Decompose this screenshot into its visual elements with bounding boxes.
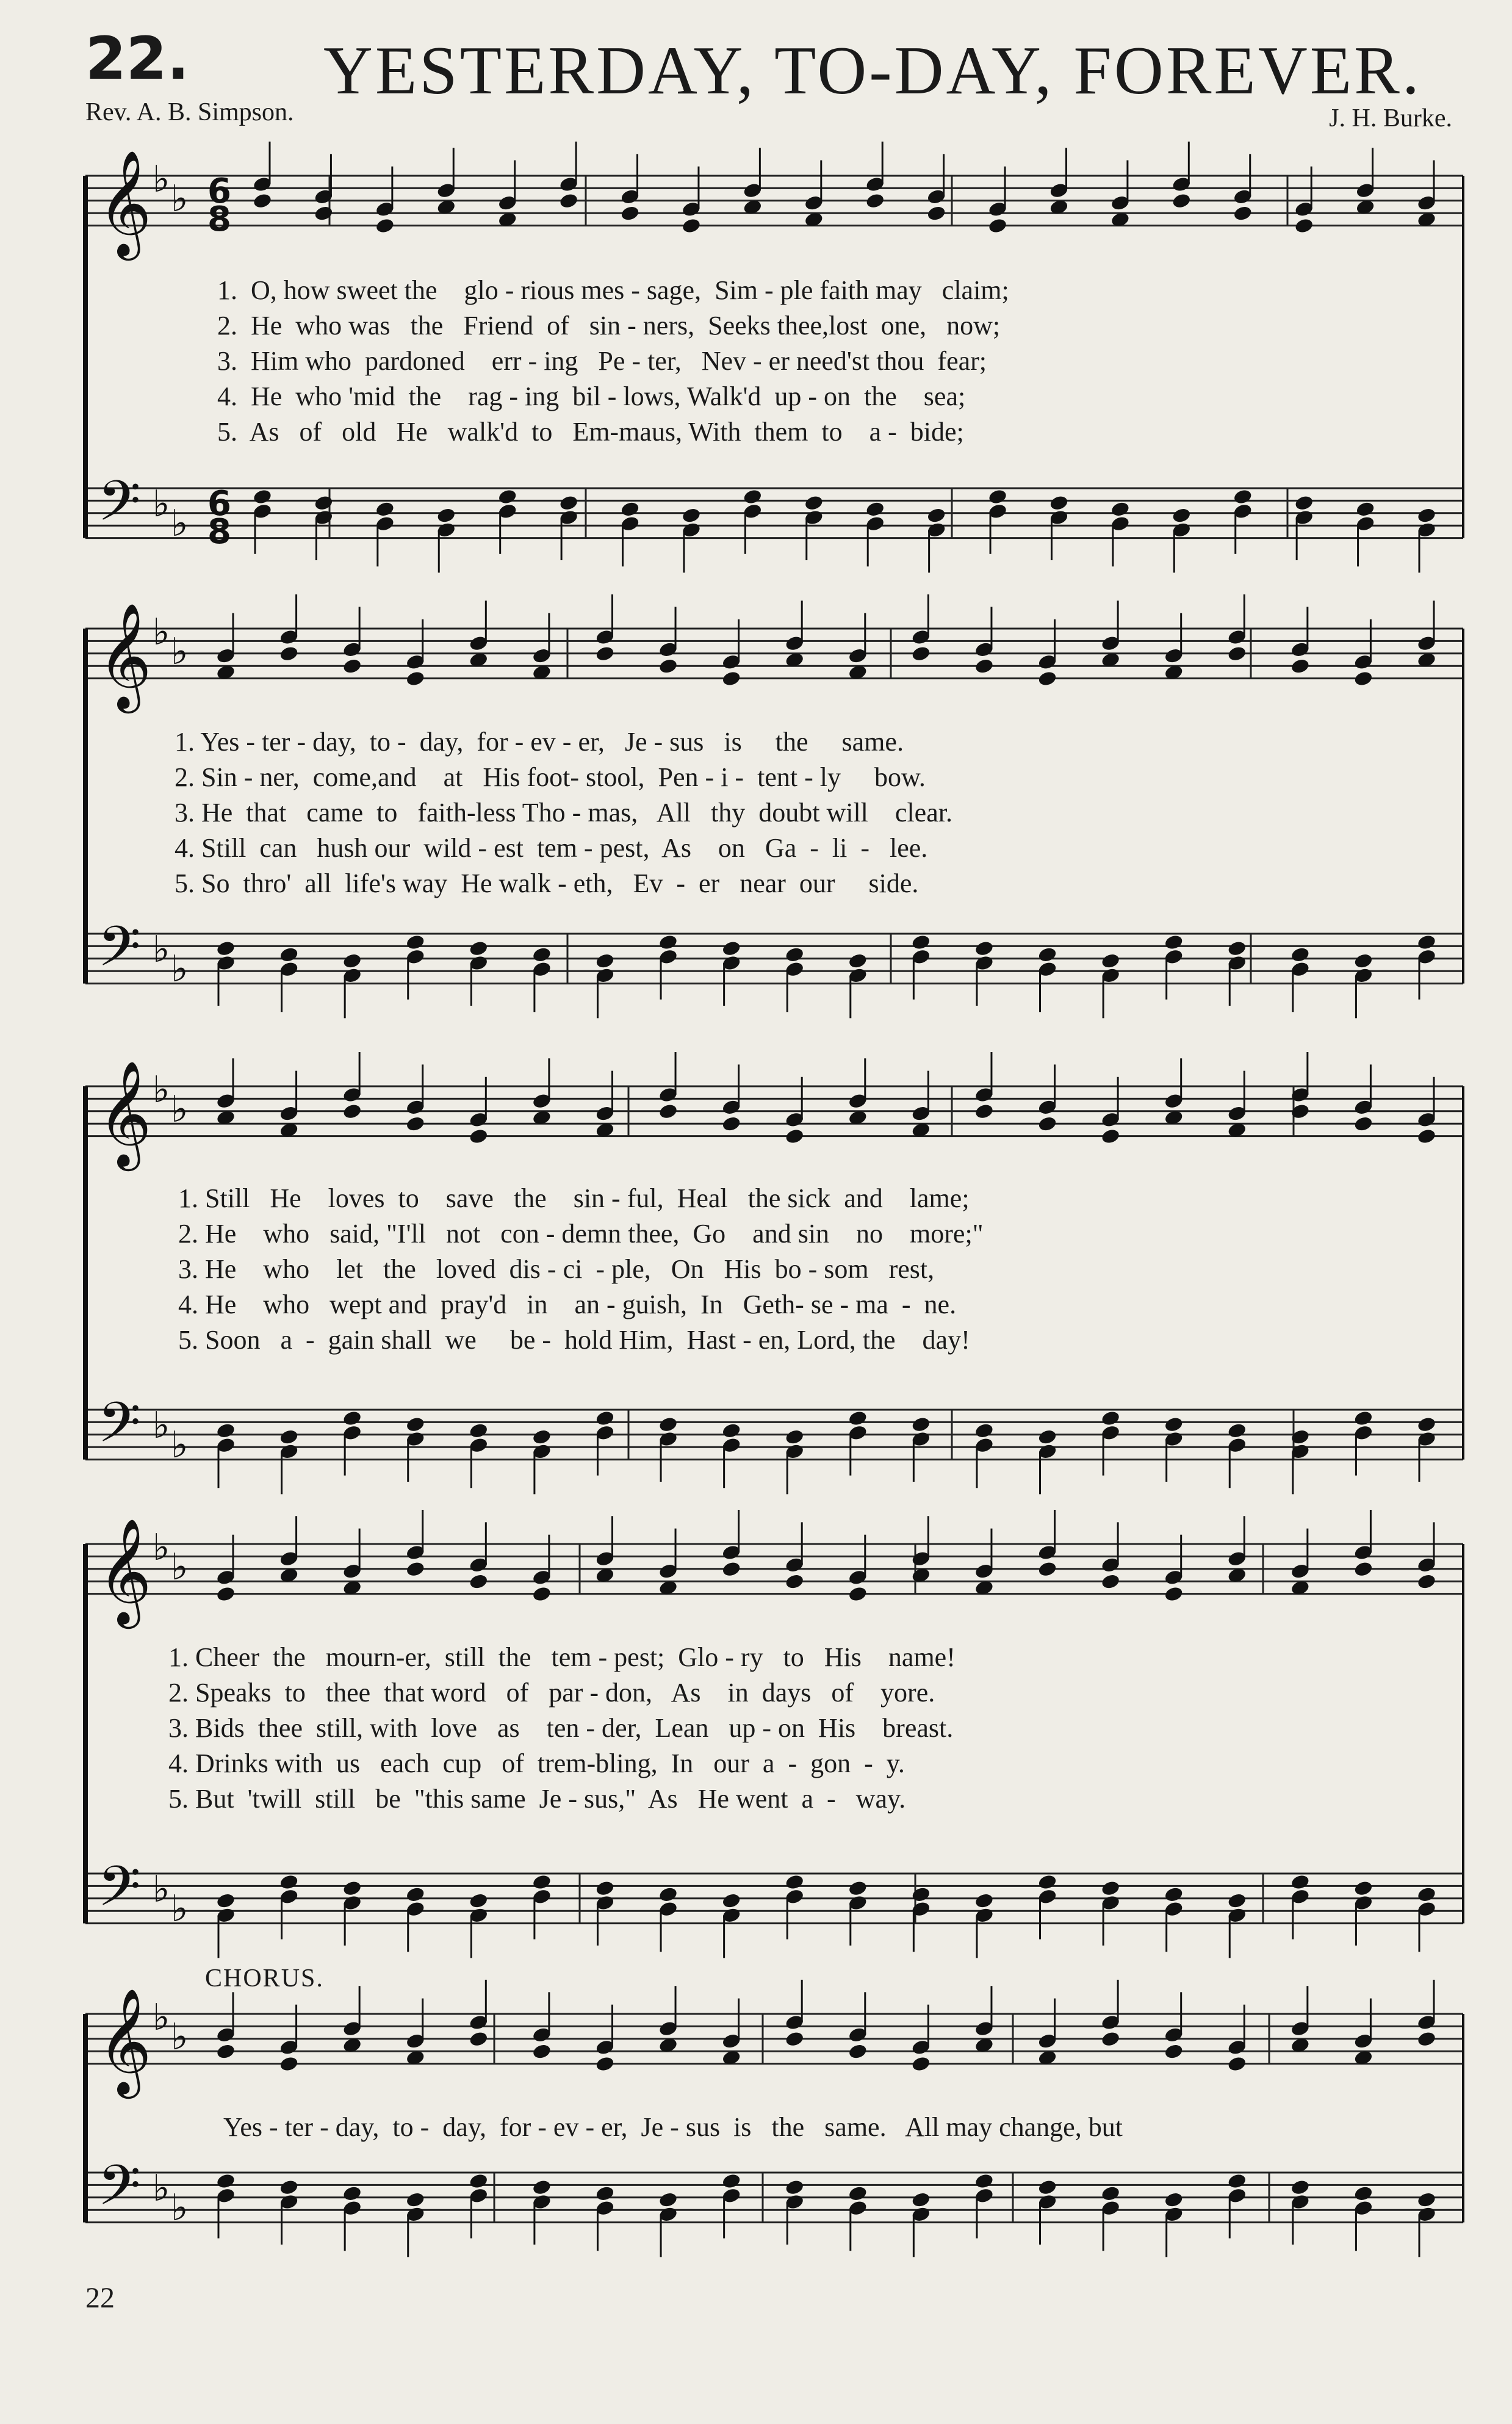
note-head — [848, 1880, 868, 1897]
note-head — [1101, 2030, 1121, 2047]
note-head — [1227, 940, 1247, 957]
note-head — [1110, 500, 1130, 518]
time-signature-top: 6 — [207, 484, 231, 524]
note-head — [785, 1874, 805, 1891]
chorus-label: CHORUS. — [205, 1964, 324, 1993]
flat-icon: ♭ — [153, 483, 170, 525]
flat-icon: ♭ — [171, 1888, 189, 1930]
page-number: 22 — [85, 2282, 115, 2314]
note-head — [215, 940, 236, 957]
note-head — [1294, 494, 1314, 511]
verse-line: 4. Drinks with us each cup of trem-bling, In our a - gon - y. — [168, 1748, 905, 1778]
note-head — [405, 1416, 425, 1433]
note-head — [405, 2191, 425, 2208]
note-head — [1227, 2173, 1247, 2190]
flat-icon: ♭ — [171, 1546, 189, 1589]
note-head — [911, 1416, 931, 1433]
note-head — [1037, 1115, 1057, 1132]
note-head — [658, 657, 678, 674]
note-head — [342, 2185, 362, 2202]
note-head — [1294, 217, 1314, 234]
note-head — [595, 1410, 615, 1427]
note-head — [279, 1874, 299, 1891]
note-head — [911, 2055, 931, 2072]
note-head — [974, 657, 994, 674]
note-head — [848, 1410, 868, 1427]
note-head — [1290, 657, 1310, 674]
time-signature-bottom: 8 — [207, 200, 231, 239]
verse-line: 2. He who said, "I'll not con - demn thee, Go and sin no more;" — [178, 1219, 984, 1249]
note-head — [1233, 488, 1253, 505]
note-head — [1353, 2185, 1373, 2202]
note-head — [1164, 2191, 1184, 2208]
note-head — [974, 1422, 994, 1439]
note-head — [531, 1428, 552, 1445]
note-head — [911, 645, 931, 662]
note-head — [620, 500, 640, 518]
note-head — [1416, 934, 1436, 951]
note-head — [987, 488, 1007, 505]
note-head — [721, 670, 741, 687]
note-head — [1037, 670, 1057, 687]
chorus-lyrics: Yes - ter - day, to - day, for - ev - er, Je - sus is the same. All may change, but — [223, 2112, 1123, 2142]
note-head — [375, 500, 395, 518]
note-head — [279, 2055, 299, 2072]
note-head — [911, 2191, 931, 2208]
note-head — [342, 952, 362, 969]
treble-clef-icon: 𝄞 — [98, 1988, 152, 2094]
note-head — [469, 1892, 489, 1909]
verse-line: 4. He who 'mid the rag - ing bil - lows, Walk'd up - on the sea; — [217, 381, 966, 411]
flat-icon: ♭ — [153, 928, 170, 971]
note-head — [911, 1886, 931, 1903]
note-head — [405, 1115, 425, 1132]
note-head — [469, 1128, 489, 1145]
note-head — [531, 2043, 552, 2060]
note-head — [1416, 1128, 1436, 1145]
verse-line: 4. He who wept and pray'd in an - guish, In Geth- se - ma - ne. — [178, 1290, 957, 1319]
note-head — [721, 1560, 741, 1578]
verse-line: 5. So thro' all life's way He walk - eth, Ev - er near our side. — [175, 868, 919, 898]
verse-line: 2. Speaks to thee that word of par - don, As in days of yore. — [168, 1678, 935, 1708]
note-head — [531, 2179, 552, 2196]
note-head — [595, 2185, 615, 2202]
note-head — [926, 204, 946, 222]
flat-icon: ♭ — [171, 1088, 189, 1131]
verse-line: 3. Bids thee still, with love as ten - der, Lean up - on His breast. — [168, 1713, 954, 1743]
note-head — [974, 940, 994, 957]
note-head — [1101, 2185, 1121, 2202]
note-head — [595, 2055, 615, 2072]
verse-line: 3. He that came to faith-less Tho - mas, All thy doubt will clear. — [175, 798, 952, 828]
note-head — [1164, 1416, 1184, 1433]
note-head — [531, 1585, 552, 1603]
flat-icon: ♭ — [153, 1868, 170, 1911]
verse-line: 4. Still can hush our wild - est tem - pest, As on Ga - li - lee. — [175, 833, 928, 863]
note-head — [1037, 1428, 1057, 1445]
note-head — [405, 1560, 425, 1578]
verse-line: 1. Cheer the mourn-er, still the tem - pest; Glo - ry to His name! — [168, 1642, 956, 1672]
note-head — [681, 217, 701, 234]
note-head — [279, 2179, 299, 2196]
note-head — [1164, 1585, 1184, 1603]
note-head — [1164, 934, 1184, 951]
note-head — [1353, 1115, 1373, 1132]
note-head — [1233, 204, 1253, 222]
note-head — [1227, 1422, 1247, 1439]
note-head — [658, 934, 678, 951]
note-head — [1227, 645, 1247, 662]
flat-icon: ♭ — [153, 1404, 170, 1447]
note-head — [1172, 192, 1192, 209]
note-head — [279, 645, 299, 662]
hymn-title: YESTERDAY, TO-DAY, FOREVER. — [323, 33, 1422, 109]
note-head — [559, 192, 579, 209]
treble-clef-icon: 𝄞 — [98, 602, 152, 709]
note-head — [785, 2030, 805, 2047]
note-head — [1353, 952, 1373, 969]
flat-icon: ♭ — [171, 630, 189, 673]
note-head — [1355, 500, 1375, 518]
note-head — [215, 1422, 236, 1439]
note-head — [1416, 507, 1436, 524]
flat-icon: ♭ — [153, 2167, 170, 2210]
note-head — [1290, 2179, 1310, 2196]
flat-icon: ♭ — [171, 2187, 189, 2229]
flat-icon: ♭ — [171, 502, 189, 545]
note-head — [595, 645, 615, 662]
verse-line: 1. O, how sweet the glo - rious mes - sage, Sim - ple faith may claim; — [217, 275, 1009, 305]
note-head — [721, 1115, 741, 1132]
treble-clef-icon: 𝄞 — [98, 150, 152, 256]
flat-icon: ♭ — [153, 611, 170, 654]
verse-line: 1. Still He loves to save the sin - ful, Heal the sick and lame; — [178, 1183, 970, 1213]
note-head — [974, 1103, 994, 1120]
note-head — [721, 1892, 741, 1909]
note-head — [405, 1886, 425, 1903]
note-head — [848, 2185, 868, 2202]
note-head — [469, 2030, 489, 2047]
hymn-author: Rev. A. B. Simpson. — [85, 98, 294, 126]
verse-line: 5. Soon a - gain shall we be - hold Him, Hast - en, Lord, the day! — [178, 1325, 970, 1355]
note-head — [721, 1422, 741, 1439]
note-head — [375, 217, 395, 234]
note-head — [987, 217, 1007, 234]
note-head — [785, 1573, 805, 1590]
note-head — [1172, 507, 1192, 524]
flat-icon: ♭ — [153, 1526, 170, 1569]
note-head — [436, 507, 456, 524]
treble-clef-icon: 𝄞 — [98, 1518, 152, 1625]
note-head — [342, 1880, 362, 1897]
note-head — [252, 192, 272, 209]
note-head — [1037, 1874, 1057, 1891]
note-head — [865, 500, 885, 518]
note-head — [911, 934, 931, 951]
note-head — [342, 1103, 362, 1120]
verse-line: 3. Him who pardoned err - ing Pe - ter, Nev - er need'st thou fear; — [217, 346, 987, 376]
note-head — [279, 946, 299, 963]
note-head — [1101, 952, 1121, 969]
note-head — [1101, 1573, 1121, 1590]
note-head — [1416, 1573, 1436, 1590]
note-head — [215, 1585, 236, 1603]
time-signature-top: 6 — [207, 171, 231, 211]
bass-clef-icon: 𝄢 — [98, 914, 141, 992]
note-head — [785, 946, 805, 963]
note-head — [1101, 1880, 1121, 1897]
verse-line: 1. Yes - ter - day, to - day, for - ev - er, Je - sus is the same. — [175, 727, 904, 757]
note-head — [1164, 2043, 1184, 2060]
note-head — [658, 2191, 678, 2208]
note-head — [314, 494, 334, 511]
flat-icon: ♭ — [153, 1996, 170, 2039]
note-head — [721, 940, 741, 957]
note-head — [1416, 2191, 1436, 2208]
flat-icon: ♭ — [171, 1424, 189, 1466]
note-head — [974, 1892, 994, 1909]
note-head — [848, 952, 868, 969]
note-head — [1290, 1874, 1310, 1891]
note-head — [785, 1428, 805, 1445]
note-head — [559, 494, 579, 511]
note-head — [681, 507, 701, 524]
flat-icon: ♭ — [153, 1069, 170, 1111]
note-head — [1101, 1128, 1121, 1145]
verse-line: 3. He who let the loved dis - ci - ple, On His bo - som rest, — [178, 1254, 935, 1284]
note-head — [405, 670, 425, 687]
note-head — [469, 2173, 489, 2190]
note-head — [1416, 2030, 1436, 2047]
bass-clef-icon: 𝄢 — [98, 2153, 141, 2231]
flat-icon: ♭ — [171, 948, 189, 990]
note-head — [342, 1410, 362, 1427]
note-head — [1353, 1560, 1373, 1578]
bass-clef-icon: 𝄢 — [98, 1854, 141, 1932]
flat-icon: ♭ — [171, 2016, 189, 2058]
note-head — [1353, 670, 1373, 687]
note-head — [865, 192, 885, 209]
verse-line: 2. Sin - ner, come,and at His foot- stool, Pen - i - tent - ly bow. — [175, 762, 926, 792]
note-head — [215, 1892, 236, 1909]
note-head — [1353, 1880, 1373, 1897]
note-head — [848, 2043, 868, 2060]
note-head — [405, 934, 425, 951]
note-head — [1037, 946, 1057, 963]
note-head — [1164, 1886, 1184, 1903]
hymn-composer: J. H. Burke. — [1329, 104, 1452, 132]
note-head — [279, 1428, 299, 1445]
note-head — [531, 946, 552, 963]
note-head — [1416, 1416, 1436, 1433]
note-head — [1037, 2179, 1057, 2196]
note-head — [1037, 1560, 1057, 1578]
hymn-number: 22. — [85, 24, 190, 93]
note-head — [926, 507, 946, 524]
note-head — [1227, 2055, 1247, 2072]
note-head — [848, 1585, 868, 1603]
note-head — [1227, 1892, 1247, 1909]
note-head — [620, 204, 640, 222]
note-head — [252, 488, 272, 505]
note-head — [1416, 1886, 1436, 1903]
note-head — [743, 488, 763, 505]
verse-line: 5. But 'twill still be "this same Je - sus," As He went a - way. — [168, 1784, 906, 1814]
note-head — [1049, 494, 1069, 511]
note-head — [342, 657, 362, 674]
note-head — [469, 1422, 489, 1439]
note-head — [595, 1880, 615, 1897]
note-head — [721, 2173, 741, 2190]
flat-icon: ♭ — [153, 158, 170, 201]
verse-line: 2. He who was the Friend of sin - ners, Seeks thee,lost one, now; — [217, 311, 1001, 341]
note-head — [658, 1886, 678, 1903]
note-head — [1353, 1410, 1373, 1427]
flat-icon: ♭ — [171, 178, 189, 220]
note-head — [658, 1103, 678, 1120]
verse-line: 5. As of old He walk'd to Em-maus, With them to a - bide; — [217, 417, 964, 447]
note-head — [497, 488, 517, 505]
treble-clef-icon: 𝄞 — [98, 1060, 152, 1167]
note-head — [785, 1128, 805, 1145]
note-head — [215, 2043, 236, 2060]
bass-clef-icon: 𝄢 — [98, 469, 141, 547]
note-head — [531, 1874, 552, 1891]
note-head — [469, 940, 489, 957]
note-head — [804, 494, 824, 511]
note-head — [595, 952, 615, 969]
note-head — [658, 1416, 678, 1433]
note-head — [1290, 946, 1310, 963]
note-head — [215, 2173, 236, 2190]
note-head — [1101, 1410, 1121, 1427]
note-head — [974, 2173, 994, 2190]
note-head — [785, 2179, 805, 2196]
note-head — [314, 204, 334, 222]
note-head — [469, 1573, 489, 1590]
time-signature-bottom: 8 — [207, 512, 231, 552]
bass-clef-icon: 𝄢 — [98, 1390, 141, 1468]
